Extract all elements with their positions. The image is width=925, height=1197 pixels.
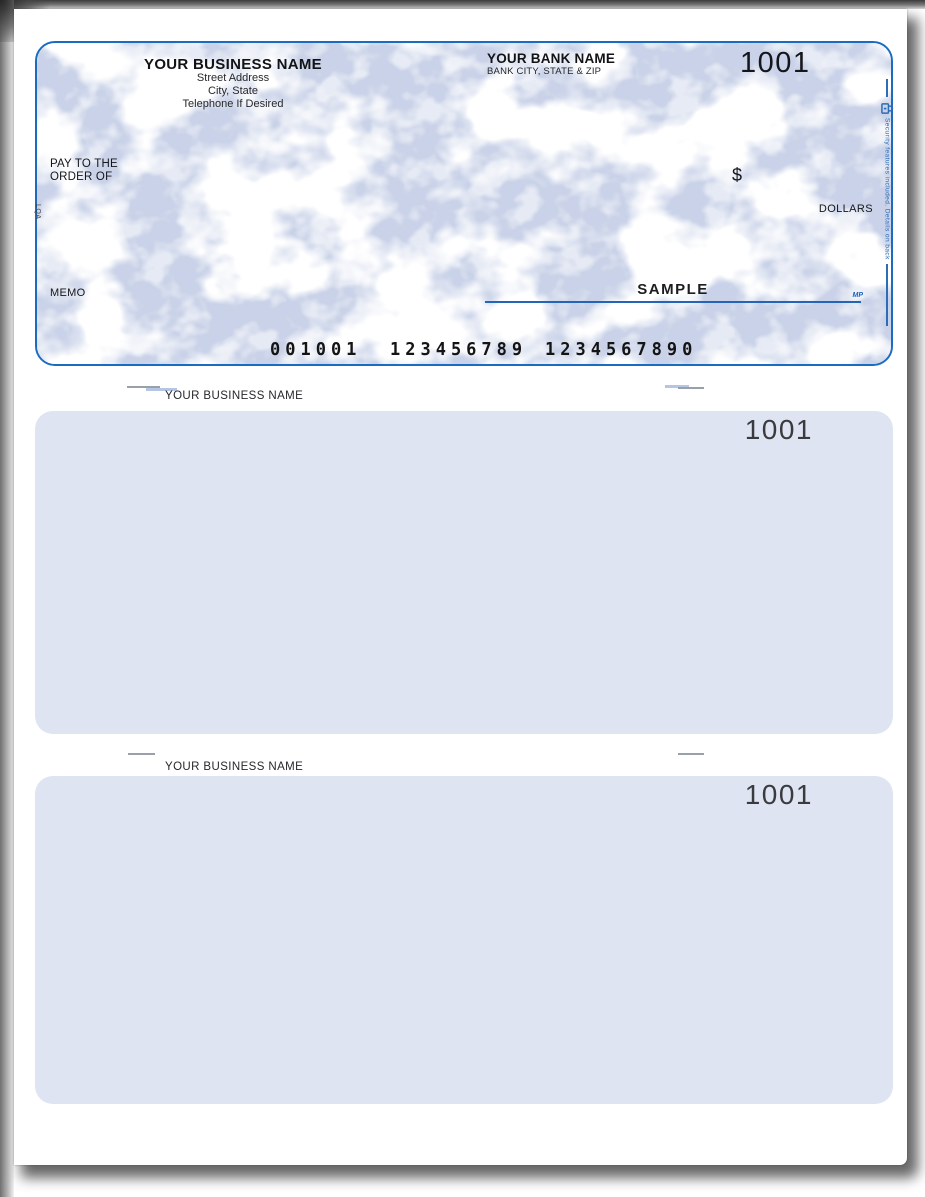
check-number: 1001 — [740, 47, 811, 79]
security-note: Security features included. Details on back — [883, 118, 891, 260]
scan-edge-left — [0, 0, 14, 1197]
payer-address-block — [97, 56, 369, 110]
pay-to-line1: PAY TO THE — [50, 158, 118, 170]
signature-line — [485, 301, 861, 303]
check-stub-2 — [35, 776, 893, 1104]
signature-area — [485, 281, 861, 305]
bank-city-state-zip: BANK CITY, STATE & ZIP — [487, 66, 602, 77]
micr-account-number: 1234567890 — [545, 339, 698, 361]
payer-city-state: City, State — [208, 85, 258, 97]
bank-block — [487, 52, 615, 78]
padlock-icon — [881, 102, 894, 115]
memo-label: MEMO — [50, 287, 86, 299]
bank-name: YOUR BANK NAME — [487, 51, 616, 66]
stub2-check-number: 1001 — [744, 779, 813, 810]
sample-watermark: SAMPLE — [637, 281, 709, 298]
check-stub-1 — [35, 411, 893, 734]
perforation-mark — [128, 753, 155, 755]
security-strip — [878, 79, 896, 326]
payer-street-address: Street Address — [196, 72, 270, 84]
perforation-mark — [678, 387, 704, 389]
stub1-check-number: 1001 — [744, 414, 813, 445]
pay-to-label — [50, 158, 118, 184]
stub1-company-label: YOUR BUSINESS NAME — [165, 390, 304, 402]
payer-telephone: Telephone If Desired — [182, 98, 284, 110]
micr-check-number: 001001 — [270, 339, 362, 361]
perforation-mark — [678, 753, 704, 755]
dollars-label: DOLLARS — [818, 203, 873, 215]
scan-edge-top — [0, 0, 925, 9]
micr-routing-number: 123456789 — [390, 339, 528, 361]
security-strip-tick-bottom — [886, 264, 888, 326]
dollar-sign: $ — [732, 165, 743, 185]
stub2-company-label: YOUR BUSINESS NAME — [165, 761, 304, 773]
microprint-mark: MP — [852, 292, 863, 299]
security-strip-tick-top — [886, 79, 888, 97]
business-check — [35, 41, 893, 366]
payer-business-name: YOUR BUSINESS NAME — [144, 56, 322, 73]
check-stock-code: LQA — [34, 204, 41, 220]
pay-to-line2: ORDER OF — [50, 171, 113, 183]
check-sheet-page — [14, 9, 907, 1165]
